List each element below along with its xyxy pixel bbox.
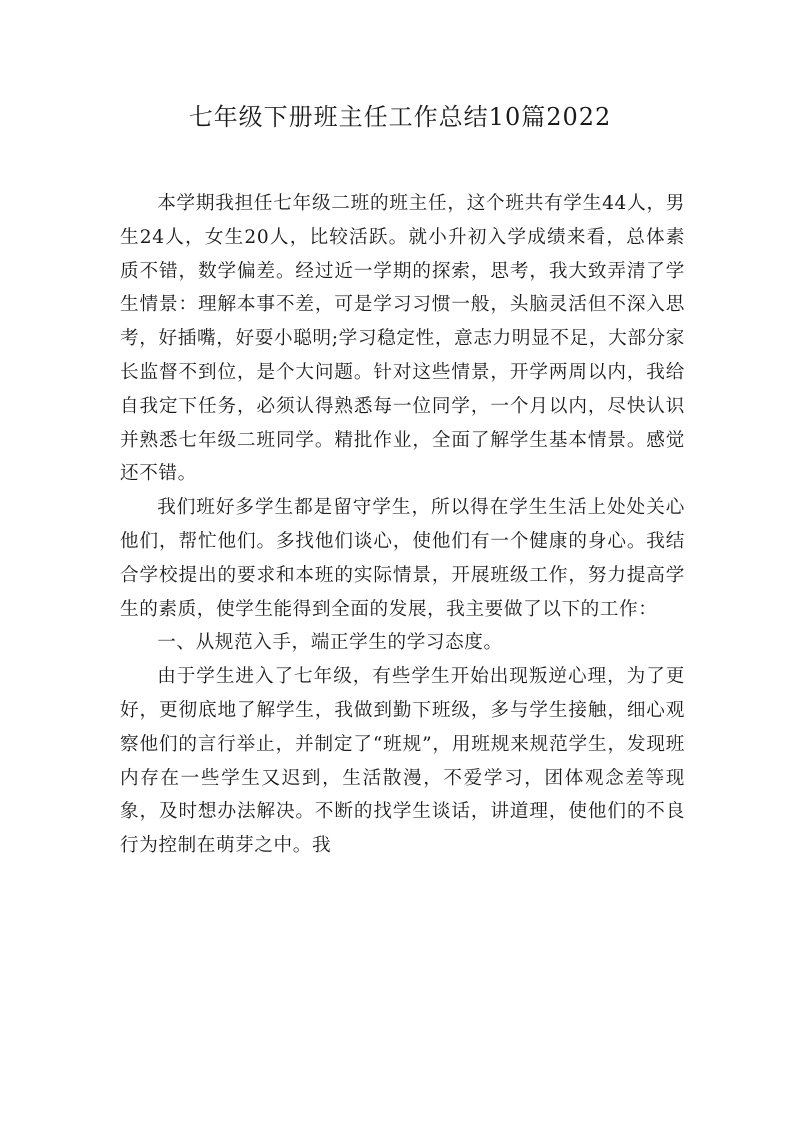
- document-body: [120, 187, 685, 863]
- paragraph-left-behind-students: 我们班好多学生都是留守学生，所以得在学生生活上处处关心他们，帮忙他们。多找他们谈心，使他们有一个健康的身心。我结合学校提出的要求和本班的实际情景，开展班级工作，努力提高学生的素质，使学生能得到全面的发展，我主要做了以下的工作：: [120, 497, 685, 620]
- paragraph-class-overview: 本学期我担任七年级二班的班主任，这个班共有学生44人，男生24人，女生20人，比较活跃。就小升初入学成绩来看，总体素质不错，数学偏差。经过近一学期的探索，思考，我大致弄清了学生情景：理解本事不差，可是学习习惯一般，头脑灵活但不深入思考，好插嘴，好耍小聪明;学习稳定性，意志力明显不足，大部分家长监督不到位，是个大问题。针对这些情景，开学两周以内，我给自我定下任务，必须认得熟悉每一位同学，一个月以内，尽快认识并熟悉七年级二班同学。精批作业，全面了解学生基本情景。感觉还不错。: [120, 193, 685, 485]
- paragraph-rules: 由于学生进入了七年级，有些学生开始出现叛逆心理，为了更好，更彻底地了解学生，我做到勤下班级，多与学生接触，细心观察他们的言行举止，并制定了“班规”，用班规来规范学生，发现班内存在一些学生又迟到，生活散漫，不爱学习，团体观念差等现象，及时想办法解决。不断的找学生谈话，讲道理，使他们的不良行为控制在萌芽之中。我: [120, 666, 685, 857]
- section-heading-1: 一、从规范入手，端正学生的学习态度。: [157, 632, 503, 654]
- document-title: 七年级下册班主任工作总结10篇2022: [188, 103, 612, 131]
